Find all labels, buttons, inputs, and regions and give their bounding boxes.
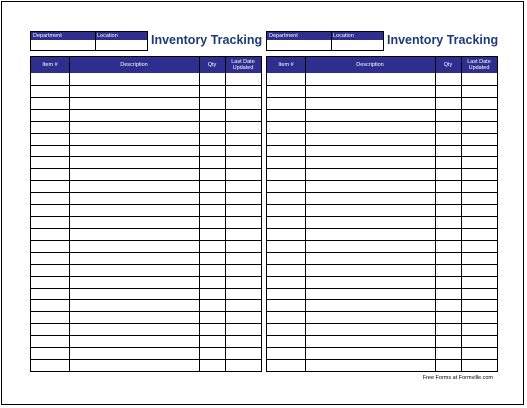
table-row-line	[31, 264, 261, 265]
column-divider	[199, 57, 200, 371]
table-row-line	[267, 276, 497, 277]
header-divider	[95, 32, 96, 50]
table-row-line	[267, 228, 497, 229]
table-row-line	[267, 216, 497, 217]
department-label: Department	[33, 33, 62, 39]
header-labels-bar	[267, 32, 383, 40]
form-title: Inventory Tracking	[387, 33, 499, 47]
table-row-line	[31, 347, 261, 348]
form-title: Inventory Tracking	[151, 33, 263, 47]
table-row-line	[267, 347, 497, 348]
table-row-line	[31, 97, 261, 98]
table-row-line	[31, 299, 261, 300]
department-location-fields[interactable]	[31, 40, 147, 50]
footer-credit: Free Forms at Formville.com	[422, 375, 493, 381]
column-header-item: Item #	[42, 62, 58, 68]
table-row-line	[31, 133, 261, 134]
location-label: Location	[97, 33, 118, 39]
department-label: Department	[269, 33, 298, 39]
table-row-line	[267, 180, 497, 181]
column-divider	[305, 57, 306, 371]
table-row-line	[31, 204, 261, 205]
table-row-line	[267, 252, 497, 253]
table-row-line	[31, 311, 261, 312]
table-row-line	[267, 299, 497, 300]
table-row-line	[31, 168, 261, 169]
column-divider	[225, 57, 226, 371]
table-header	[267, 57, 497, 73]
table-row-line	[31, 252, 261, 253]
form-page	[1, 1, 524, 405]
table-rows[interactable]	[267, 73, 497, 371]
column-divider	[69, 57, 70, 371]
table-row-line	[267, 204, 497, 205]
table-row-line	[267, 97, 497, 98]
table-row-line	[267, 156, 497, 157]
column-divider	[435, 57, 436, 371]
table-row-line	[31, 288, 261, 289]
department-location-box	[30, 31, 148, 51]
column-header-item: Item #	[278, 62, 294, 68]
table-row-line	[267, 109, 497, 110]
inventory-table	[30, 56, 262, 372]
table-row-line	[267, 264, 497, 265]
location-label: Location	[333, 33, 354, 39]
table-row-line	[31, 192, 261, 193]
table-row-line	[31, 359, 261, 360]
table-row-line	[31, 145, 261, 146]
table-row-line	[31, 156, 261, 157]
column-header-last-date-updated: Last Date Updated	[467, 59, 491, 71]
table-row-line	[31, 335, 261, 336]
table-row-line	[31, 180, 261, 181]
table-row-line	[31, 240, 261, 241]
table-row-line	[267, 192, 497, 193]
inventory-table	[266, 56, 498, 372]
column-header-qty: Qty	[443, 62, 453, 68]
table-row-line	[267, 288, 497, 289]
column-divider	[461, 57, 462, 371]
table-row-line	[31, 109, 261, 110]
table-row-line	[31, 276, 261, 277]
table-row-line	[267, 168, 497, 169]
header-divider	[331, 32, 332, 50]
table-row-line	[31, 228, 261, 229]
column-header-qty: Qty	[207, 62, 217, 68]
table-row-line	[31, 121, 261, 122]
table-row-line	[267, 335, 497, 336]
table-row-line	[31, 216, 261, 217]
table-row-line	[267, 145, 497, 146]
department-location-box	[266, 31, 384, 51]
table-row-line	[31, 323, 261, 324]
table-row-line	[267, 359, 497, 360]
table-row-line	[267, 121, 497, 122]
column-header-last-date-updated: Last Date Updated	[231, 59, 255, 71]
table-rows[interactable]	[31, 73, 261, 371]
column-header-description: Description	[120, 62, 148, 68]
header-labels-bar	[31, 32, 147, 40]
table-row-line	[267, 311, 497, 312]
table-row-line	[267, 323, 497, 324]
column-header-description: Description	[356, 62, 384, 68]
department-location-fields[interactable]	[267, 40, 383, 50]
table-row-line	[31, 85, 261, 86]
table-header	[31, 57, 261, 73]
table-row-line	[267, 85, 497, 86]
table-row-line	[267, 240, 497, 241]
table-row-line	[267, 133, 497, 134]
